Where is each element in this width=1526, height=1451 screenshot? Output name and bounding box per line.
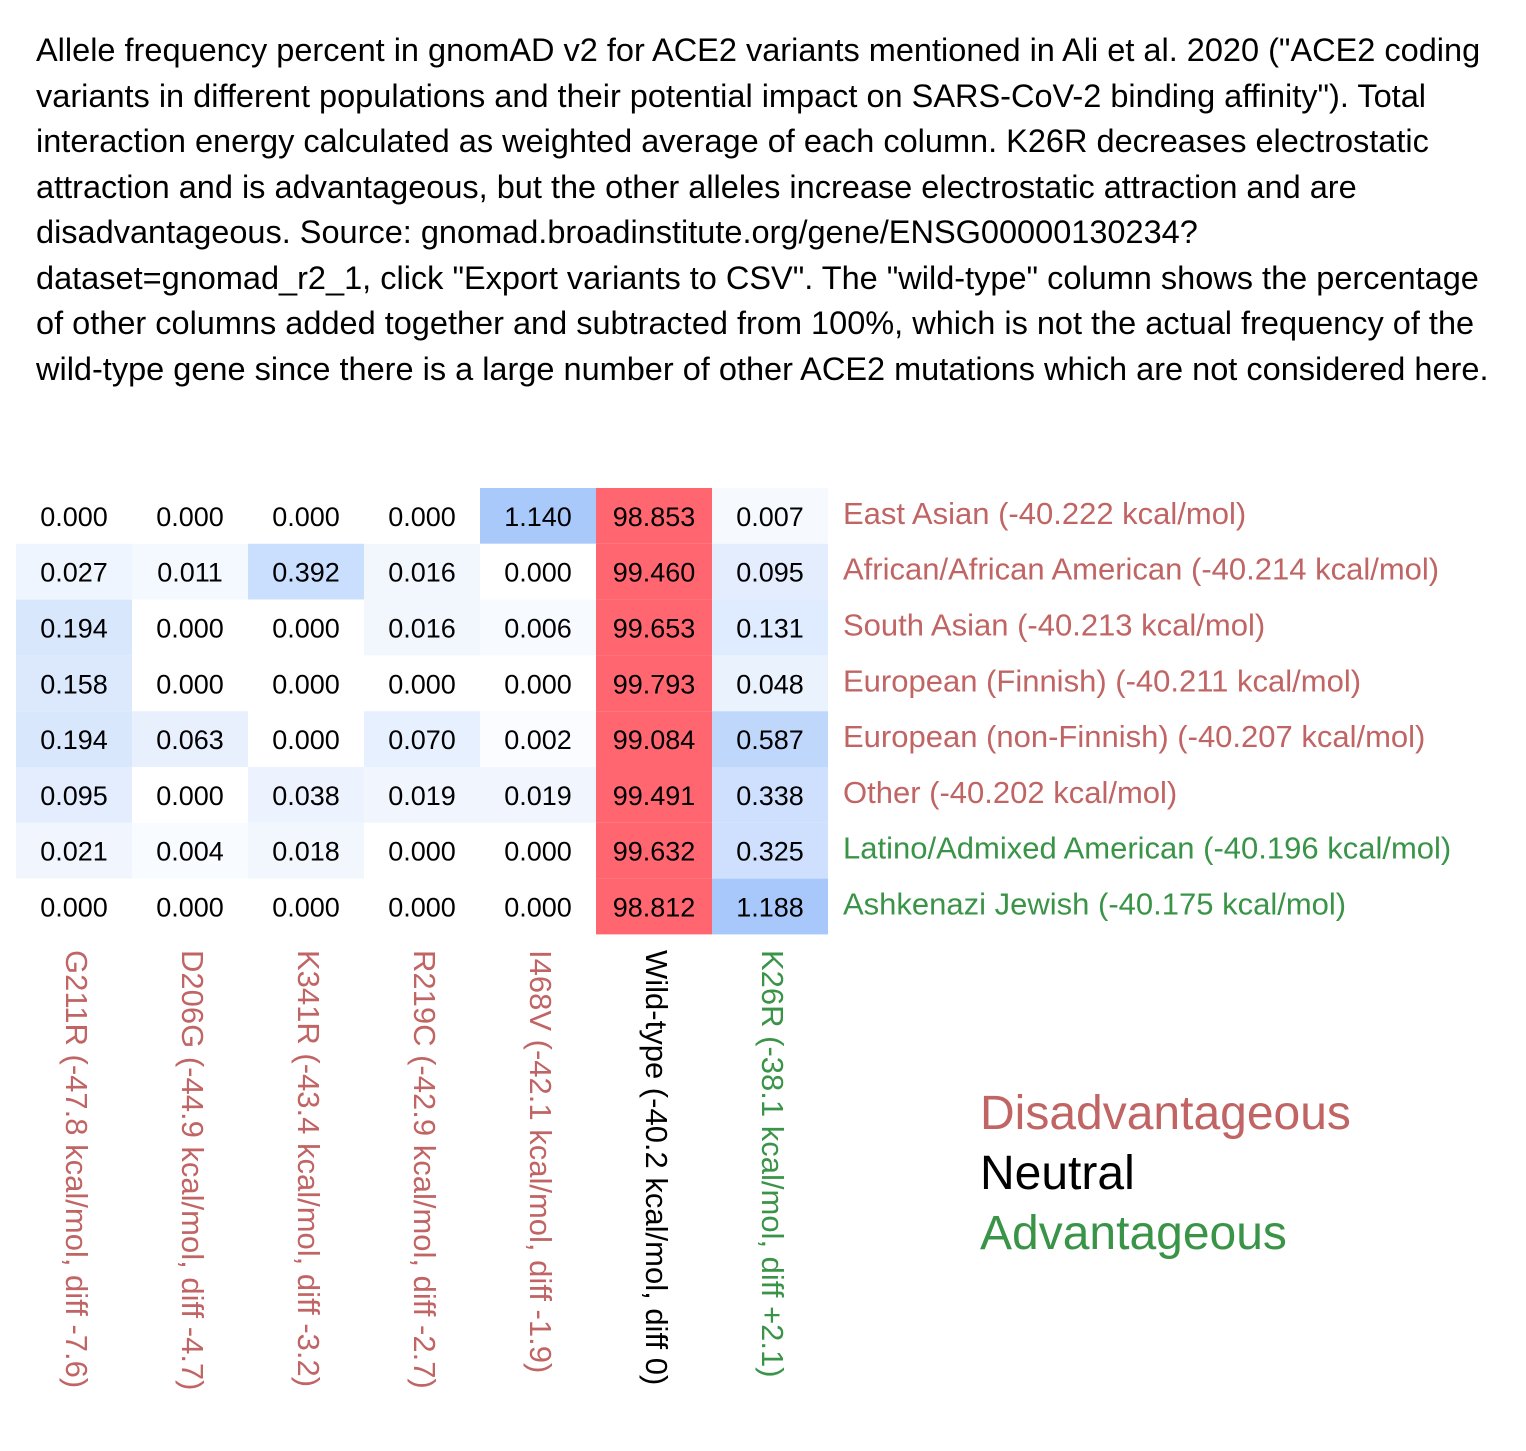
cell-value: 0.000 bbox=[272, 669, 340, 700]
column-label: R219C (-42.9 kcal/mol, diff -2.7) bbox=[406, 950, 442, 1389]
cell-value: 0.095 bbox=[736, 557, 804, 588]
column-label: I468V (-42.1 kcal/mol, diff -1.9) bbox=[522, 950, 558, 1374]
cell-value: 0.027 bbox=[40, 557, 108, 588]
row-label: Latino/Admixed American (-40.196 kcal/mol) bbox=[843, 830, 1452, 866]
column-label: Wild-type (-40.2 kcal/mol, diff 0) bbox=[638, 950, 674, 1386]
cell-value: 0.016 bbox=[388, 557, 456, 588]
cell-value: 0.000 bbox=[388, 836, 456, 867]
row-label: Other (-40.202 kcal/mol) bbox=[843, 774, 1178, 810]
cell-value: 0.006 bbox=[504, 613, 572, 644]
cell-value: 98.812 bbox=[612, 892, 696, 923]
cell-value: 99.793 bbox=[612, 669, 696, 700]
column-label: D206G (-44.9 kcal/mol, diff -4.7) bbox=[174, 950, 210, 1391]
cell-value: 0.587 bbox=[736, 725, 804, 756]
cell-value: 0.000 bbox=[156, 613, 224, 644]
cell-value: 0.002 bbox=[504, 725, 572, 756]
cell-value: 0.007 bbox=[736, 501, 804, 532]
cell-value: 0.000 bbox=[388, 669, 456, 700]
cell-value: 0.194 bbox=[40, 725, 108, 756]
cell-value: 0.000 bbox=[40, 501, 108, 532]
cell-value: 1.140 bbox=[504, 501, 572, 532]
cell-value: 0.000 bbox=[504, 669, 572, 700]
cell-value: 0.000 bbox=[272, 725, 340, 756]
cell-value: 0.019 bbox=[504, 780, 572, 811]
cell-value: 0.000 bbox=[156, 780, 224, 811]
cell-value: 0.000 bbox=[156, 892, 224, 923]
cell-value: 0.021 bbox=[40, 836, 108, 867]
legend-disadvantageous: Disadvantageous bbox=[980, 1087, 1351, 1140]
cell-value: 0.095 bbox=[40, 780, 108, 811]
cell-value: 0.000 bbox=[156, 669, 224, 700]
cell-value: 0.000 bbox=[156, 501, 224, 532]
cell-value: 98.853 bbox=[612, 501, 696, 532]
row-label: European (non-Finnish) (-40.207 kcal/mol) bbox=[843, 719, 1426, 755]
cell-value: 99.653 bbox=[612, 613, 696, 644]
cell-value: 0.070 bbox=[388, 725, 456, 756]
cell-value: 0.000 bbox=[40, 892, 108, 923]
cell-value: 0.158 bbox=[40, 669, 108, 700]
cell-value: 0.194 bbox=[40, 613, 108, 644]
cell-value: 0.392 bbox=[272, 557, 340, 588]
row-label: European (Finnish) (-40.211 kcal/mol) bbox=[843, 663, 1362, 699]
cell-value: 0.325 bbox=[736, 836, 804, 867]
row-label: East Asian (-40.222 kcal/mol) bbox=[843, 495, 1247, 531]
cell-value: 1.188 bbox=[736, 892, 804, 923]
cell-value: 0.000 bbox=[388, 501, 456, 532]
cell-value: 0.038 bbox=[272, 780, 340, 811]
cell-value: 0.000 bbox=[504, 892, 572, 923]
cell-value: 0.000 bbox=[272, 501, 340, 532]
cell-value: 0.000 bbox=[388, 892, 456, 923]
legend-neutral: Neutral bbox=[980, 1147, 1135, 1200]
cell-value: 0.000 bbox=[272, 892, 340, 923]
cell-value: 0.019 bbox=[388, 780, 456, 811]
row-label: South Asian (-40.213 kcal/mol) bbox=[843, 607, 1266, 643]
cell-value: 0.048 bbox=[736, 669, 804, 700]
column-label: K341R (-43.4 kcal/mol, diff -3.2) bbox=[290, 950, 326, 1388]
cell-value: 0.011 bbox=[157, 557, 223, 588]
row-label: African/African American (-40.214 kcal/mol) bbox=[843, 551, 1440, 587]
cell-value: 99.084 bbox=[612, 725, 696, 756]
column-label: K26R (-38.1 kcal/mol, diff +2.1) bbox=[754, 950, 790, 1378]
caption: Allele frequency percent in gnomAD v2 for ACE2 variants mentioned in Ali et al. 2020 ("ACE2 coding variants in different populations and their potential impact on SARS-CoV-2 binding affinity"). Total interaction energy calculated as weighted average of each column. K26R decreases electrostatic attraction and is advantageous, but the other alleles increase electrostatic attraction and are disadvantageous. Source: gnomad.broadinstitute.org/gene/ENSG00000130234?dataset=gnomad_r2_1, click "Export variants to CSV". The "wild-type" column shows the percentage of other columns added together and subtracted from 100%, which is not the actual frequency of the wild-type gene since there is a large number of other ACE2 mutations which are not considered here. bbox=[36, 32, 1489, 387]
cell-value: 0.000 bbox=[504, 557, 572, 588]
cell-value: 0.000 bbox=[272, 613, 340, 644]
cell-value: 0.131 bbox=[736, 613, 804, 644]
legend-advantageous: Advantageous bbox=[980, 1207, 1287, 1260]
cell-value: 0.000 bbox=[504, 836, 572, 867]
cell-value: 99.460 bbox=[612, 557, 696, 588]
cell-value: 0.338 bbox=[736, 780, 804, 811]
cell-value: 0.018 bbox=[272, 836, 340, 867]
cell-value: 99.632 bbox=[612, 836, 696, 867]
cell-value: 0.016 bbox=[388, 613, 456, 644]
cell-value: 0.004 bbox=[156, 836, 224, 867]
cell-value: 0.063 bbox=[156, 725, 224, 756]
cell-value: 99.491 bbox=[612, 780, 696, 811]
column-label: G211R (-47.8 kcal/mol, diff -7.6) bbox=[58, 950, 94, 1389]
row-label: Ashkenazi Jewish (-40.175 kcal/mol) bbox=[843, 886, 1347, 922]
